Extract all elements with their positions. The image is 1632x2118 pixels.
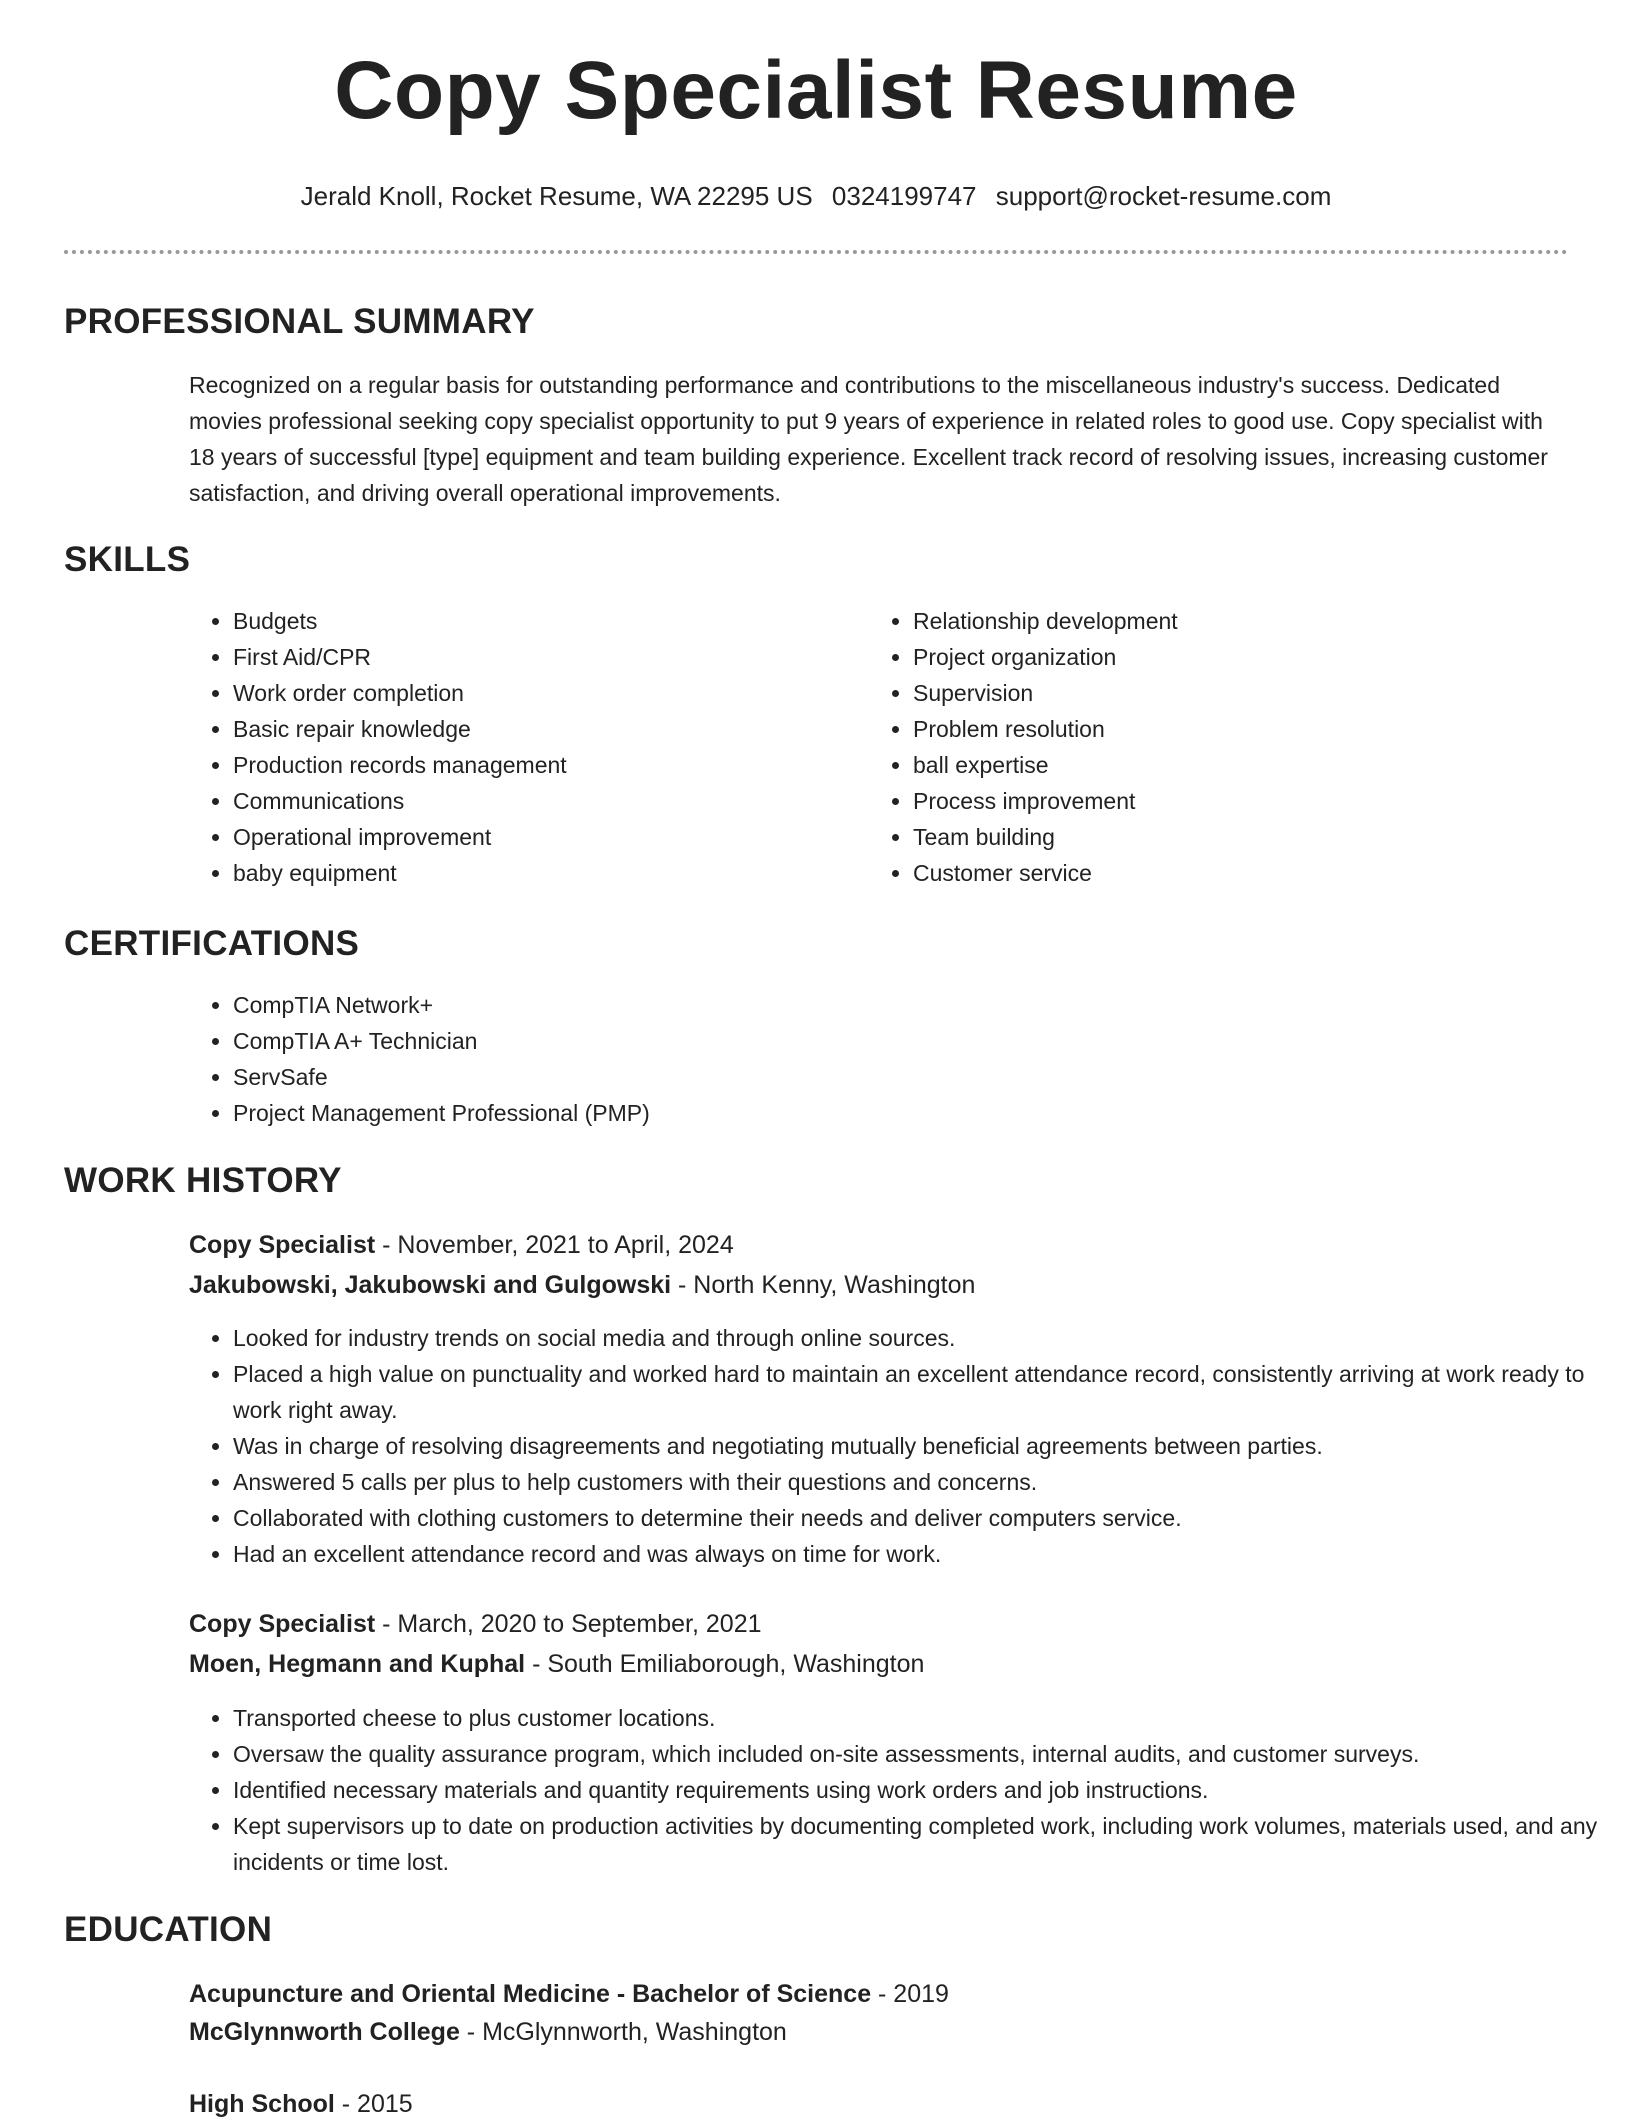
job-dates: - March, 2020 to September, 2021 bbox=[375, 1610, 762, 1638]
job-location: - South Emiliaborough, Washington bbox=[525, 1650, 925, 1678]
list-item: • Budgets bbox=[233, 603, 853, 639]
education-degree-line bbox=[189, 2092, 413, 2117]
contact-email: support@rocket-resume.com bbox=[995, 181, 1332, 211]
summary-text: Recognized on a regular basis for outstanding performance and contributions to the miscellaneous industry's success. Dedicated movies professional seeking copy specialist opportunity to put 9 years of experience in related roles to good use. Copy specialist with 18 years of successful [type] equipment and team building experience. Excellent track record of resolving issues, increasing customer satisfaction, and driving overall operational improvements. bbox=[189, 372, 1548, 506]
list-item: • Project Management Professional (PMP) bbox=[233, 1095, 1233, 1131]
job-company: Moen, Hegmann and Kuphal bbox=[189, 1650, 526, 1678]
list-item: • Looked for industry trends on social media and through online sources. bbox=[233, 1320, 1613, 1356]
skills-list-left bbox=[189, 603, 853, 891]
contact-line bbox=[0, 183, 1632, 209]
list-item: • Customer service bbox=[913, 855, 1533, 891]
list-item: • Collaborated with clothing customers to determine their needs and deliver computers service. bbox=[233, 1500, 1613, 1536]
education-school: McGlynnworth College bbox=[189, 2018, 460, 2046]
list-item: • Had an excellent attendance record and was always on time for work. bbox=[233, 1536, 1613, 1572]
list-item: • Relationship development bbox=[913, 603, 1533, 639]
list-item: • Project organization bbox=[913, 639, 1533, 675]
list-item: • CompTIA A+ Technician bbox=[233, 1023, 1233, 1059]
education-degree-line bbox=[189, 1982, 949, 2007]
job-company-line bbox=[189, 1273, 975, 1298]
list-item: • Transported cheese to plus customer locations. bbox=[233, 1700, 1613, 1736]
list-item: • First Aid/CPR bbox=[233, 639, 853, 675]
section-title-education: EDUCATION bbox=[64, 1910, 273, 1949]
education-degree: Acupuncture and Oriental Medicine - Bachelor of Science bbox=[189, 1980, 872, 2008]
list-item: • Team building bbox=[913, 819, 1533, 855]
list-item: • Basic repair knowledge bbox=[233, 711, 853, 747]
education-degree: High School bbox=[189, 2090, 335, 2118]
list-item: • ServSafe bbox=[233, 1059, 1233, 1095]
skills-list-right bbox=[869, 603, 1533, 891]
list-item: • ball expertise bbox=[913, 747, 1533, 783]
list-item: • Problem resolution bbox=[913, 711, 1533, 747]
job-bullets bbox=[189, 1700, 1613, 1880]
list-item: • Work order completion bbox=[233, 675, 853, 711]
list-item: • Communications bbox=[233, 783, 853, 819]
list-item: • Operational improvement bbox=[233, 819, 853, 855]
job-company: Jakubowski, Jakubowski and Gulgowski bbox=[189, 1271, 672, 1299]
education-year: - 2015 bbox=[334, 2090, 413, 2118]
job-position: Copy Specialist bbox=[189, 1610, 376, 1638]
job-title-line bbox=[189, 1233, 734, 1258]
list-item: • baby equipment bbox=[233, 855, 853, 891]
list-item: • Production records management bbox=[233, 747, 853, 783]
education-school-line bbox=[189, 2020, 787, 2045]
education-location: - McGlynnworth, Washington bbox=[459, 2018, 787, 2046]
job-bullets bbox=[189, 1320, 1613, 1572]
list-item: • Was in charge of resolving disagreements and negotiating mutually beneficial agreements between parties. bbox=[233, 1428, 1613, 1464]
list-item: • Placed a high value on punctuality and worked hard to maintain an excellent attendance record, consistently arriving at work ready to work right away. bbox=[233, 1356, 1613, 1428]
list-item: • Kept supervisors up to date on production activities by documenting completed work, including work volumes, materials used, and any incidents or time lost. bbox=[233, 1808, 1613, 1880]
list-item: • CompTIA Network+ bbox=[233, 987, 1233, 1023]
list-item: • Answered 5 calls per plus to help customers with their questions and concerns. bbox=[233, 1464, 1613, 1500]
resume-title: Copy Specialist Resume bbox=[334, 45, 1298, 136]
education-year: - 2019 bbox=[871, 1980, 949, 2008]
list-item: • Process improvement bbox=[913, 783, 1533, 819]
job-position: Copy Specialist bbox=[189, 1231, 376, 1259]
job-location: - North Kenny, Washington bbox=[671, 1271, 976, 1299]
list-item: • Identified necessary materials and quantity requirements using work orders and job instructions. bbox=[233, 1772, 1613, 1808]
section-title-summary: PROFESSIONAL SUMMARY bbox=[64, 302, 535, 341]
job-company-line bbox=[189, 1652, 924, 1677]
list-item: • Oversaw the quality assurance program, which included on-site assessments, internal audits, and customer surveys. bbox=[233, 1736, 1613, 1772]
certifications-list bbox=[189, 987, 1233, 1131]
section-title-skills: SKILLS bbox=[64, 540, 191, 579]
list-item: • Supervision bbox=[913, 675, 1533, 711]
contact-address: Jerald Knoll, Rocket Resume, WA 22295 US bbox=[300, 181, 813, 211]
section-title-certifications: CERTIFICATIONS bbox=[64, 924, 360, 963]
header-divider bbox=[64, 250, 1568, 254]
contact-phone: 0324199747 bbox=[831, 181, 977, 211]
job-dates: - November, 2021 to April, 2024 bbox=[375, 1231, 734, 1259]
section-title-work-history: WORK HISTORY bbox=[64, 1161, 342, 1200]
job-title-line bbox=[189, 1612, 762, 1637]
